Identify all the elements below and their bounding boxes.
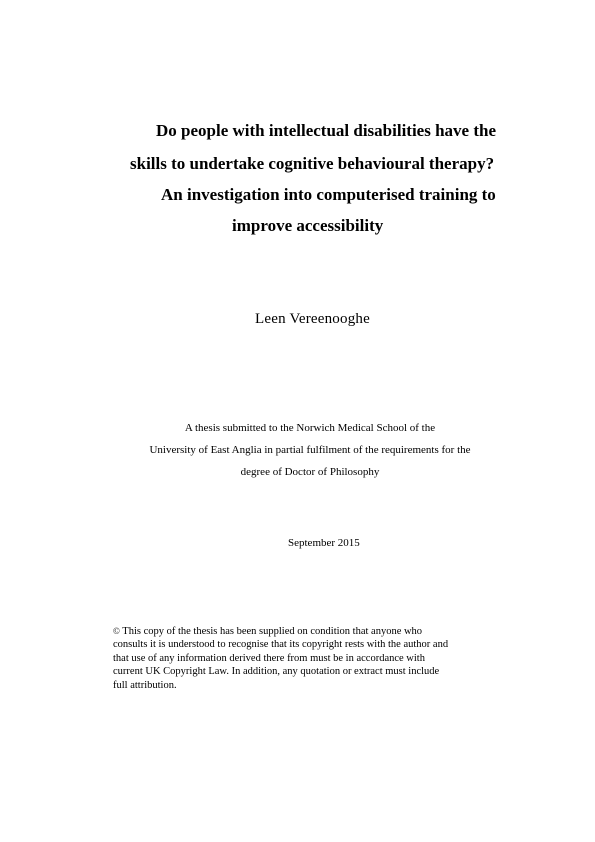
title-line-2: skills to undertake cognitive behavioural therapy? (130, 154, 495, 173)
copyright-notice (113, 625, 513, 692)
submission-date: September 2015 (288, 537, 360, 549)
submission-statement (100, 417, 520, 483)
copyright-line-3: that use of any information derived there from must be in accordance with (113, 652, 425, 664)
title-line-3: An investigation into computerised training to (161, 185, 496, 204)
submission-line-1: A thesis submitted to the Norwich Medical School of the (184, 422, 436, 434)
author-name: Leen Vereenooghe (255, 311, 370, 327)
title-line-4: improve accessibility (232, 216, 384, 235)
copyright-line-4: current UK Copyright Law. In addition, any quotation or extract must include (113, 666, 440, 678)
title-line-1: Do people with intellectual disabilities have the (156, 121, 496, 140)
copyright-text-1: This copy of the thesis has been supplied on condition that anyone who (122, 626, 423, 637)
submission-line-3: degree of Doctor of Philosophy (240, 466, 380, 478)
copyright-icon: © (113, 626, 120, 636)
submission-line-2: University of East Anglia in partial fulfilment of the requirements for the (149, 444, 471, 456)
copyright-line-2: consults it is understood to recognise that its copyright rests with the author and (113, 639, 449, 651)
copyright-line-5: full attribution. (113, 679, 177, 691)
copyright-line-1 (113, 625, 513, 638)
